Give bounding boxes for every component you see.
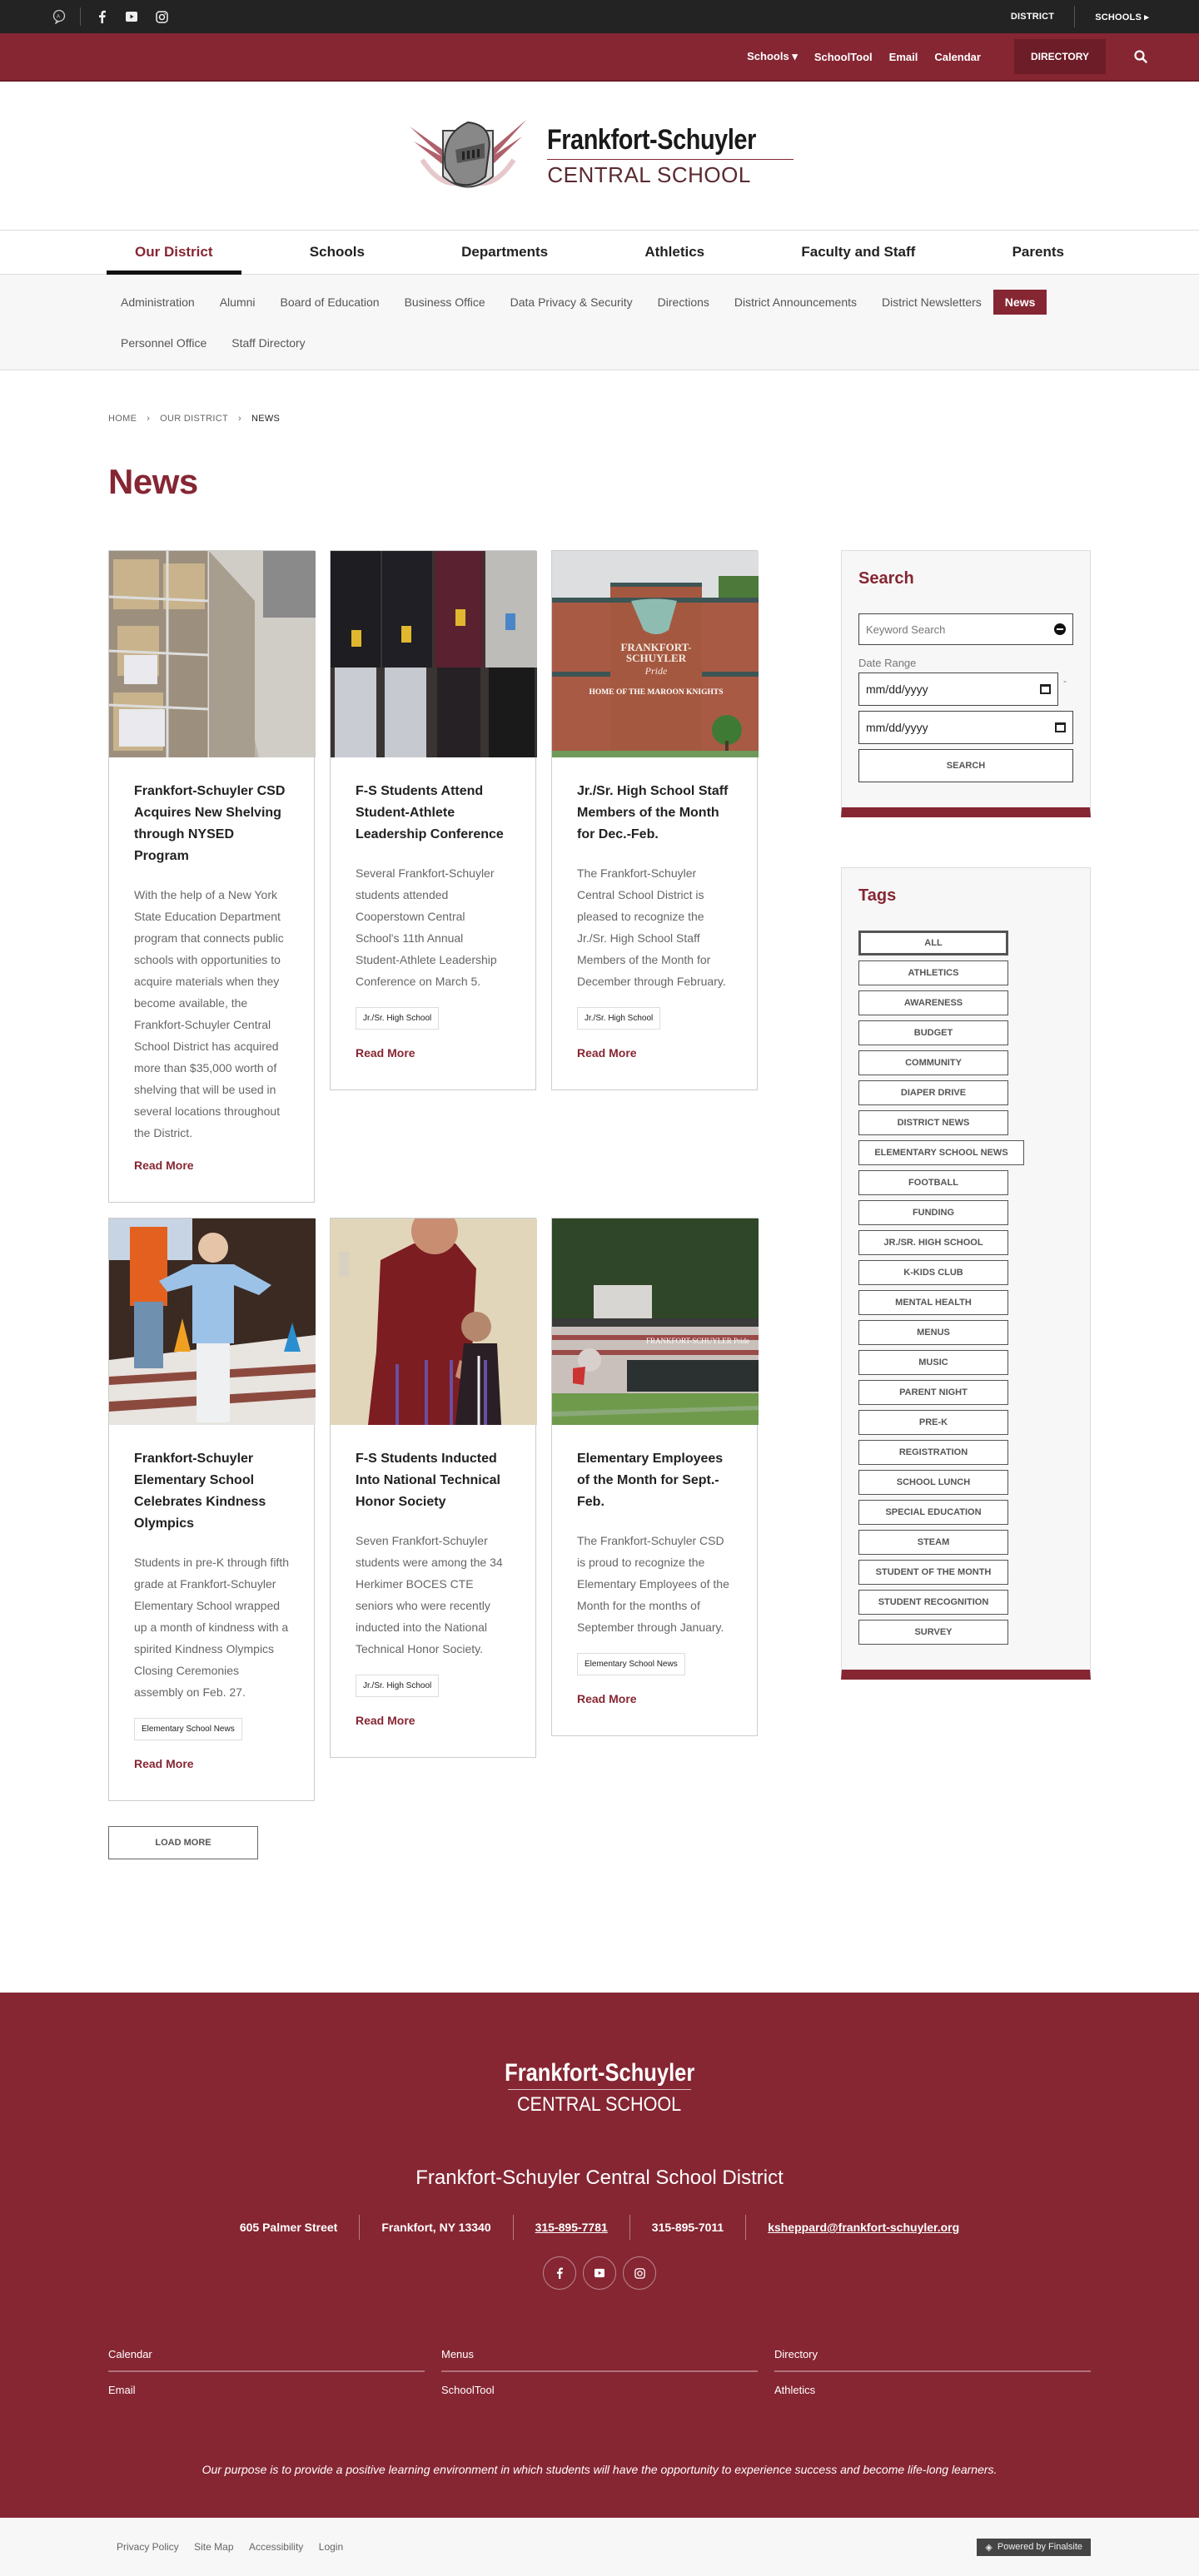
tag-school-lunch[interactable]: SCHOOL LUNCH bbox=[858, 1470, 1008, 1495]
page-title: News bbox=[108, 462, 198, 501]
instagram-icon[interactable] bbox=[623, 2256, 656, 2290]
svg-text:Pride: Pride bbox=[644, 665, 668, 677]
news-tag[interactable]: Elementary School News bbox=[134, 1718, 242, 1740]
subnav-alumni[interactable]: Alumni bbox=[219, 295, 256, 309]
news-title[interactable]: Jr./Sr. High School Staff Members of the Month for Dec.-Feb. bbox=[577, 784, 729, 841]
instagram-icon[interactable] bbox=[152, 7, 171, 26]
breadcrumb-our-district[interactable]: OUR DISTRICT bbox=[160, 414, 228, 424]
news-summary: The Frankfort-Schuyler CSD is proud to recognize the Elementary Employees of the Month for the months of September through January. bbox=[577, 1534, 729, 1634]
utility-bar bbox=[0, 0, 1199, 33]
search-panel-title: Search bbox=[858, 569, 914, 588]
subnav-board-of-education[interactable]: Board of Education bbox=[280, 295, 380, 309]
footer-social bbox=[108, 2256, 1091, 2290]
svg-text:A: A bbox=[57, 14, 61, 20]
footer-purpose-statement: Our purpose is to provide a positive learning environment in which students will have the opportunity to experience success and become life-long learners. bbox=[201, 2463, 998, 2476]
search-button[interactable]: SEARCH bbox=[858, 749, 1073, 782]
news-title[interactable]: F-S Students Attend Student-Athlete Leadership Conference bbox=[356, 784, 504, 841]
nav-parents[interactable]: Parents bbox=[1012, 244, 1064, 260]
tag-awareness[interactable]: AWARENESS bbox=[858, 990, 1008, 1015]
footer-link-athletics[interactable]: Athletics bbox=[774, 2384, 816, 2396]
news-image-shelving[interactable] bbox=[109, 551, 314, 757]
main-content bbox=[0, 502, 1199, 1859]
sub-nav bbox=[0, 275, 1199, 370]
knight-helmet-icon bbox=[405, 110, 530, 201]
keyword-search-placeholder: Keyword Search bbox=[866, 623, 946, 636]
nav-departments[interactable]: Departments bbox=[461, 244, 549, 260]
news-image-kindness-olympics[interactable] bbox=[109, 1219, 314, 1425]
footer-logo-subtitle: CENTRAL SCHOOL bbox=[517, 2093, 682, 2116]
translate-icon[interactable] bbox=[50, 7, 68, 26]
footer-city: Frankfort, NY 13340 bbox=[359, 2215, 512, 2240]
privacy-policy-link[interactable]: Privacy Policy bbox=[117, 2541, 179, 2553]
read-more-link[interactable]: Read More bbox=[577, 1692, 637, 1705]
news-summary: Students in pre-K through fifth grade at Frankfort-Schuyler Elementary School wrapped up a month of kindness with a spirited Kindness Olympics Closing Ceremonies assembly on Feb. 27. bbox=[134, 1556, 289, 1699]
tag-menus[interactable]: MENUS bbox=[858, 1320, 1008, 1345]
tag-student-of-the-month[interactable]: STUDENT OF THE MONTH bbox=[858, 1560, 1008, 1585]
tag-registration[interactable]: REGISTRATION bbox=[858, 1440, 1008, 1465]
calendar-icon[interactable] bbox=[1040, 684, 1051, 694]
facebook-icon[interactable] bbox=[543, 2256, 576, 2290]
sidebar bbox=[841, 550, 1091, 1859]
nav-our-district[interactable]: Our District bbox=[107, 230, 241, 275]
start-date-placeholder: mm/dd/yyyy bbox=[866, 682, 928, 696]
tag-funding[interactable]: FUNDING bbox=[858, 1200, 1008, 1225]
read-more-link[interactable]: Read More bbox=[356, 1046, 415, 1060]
tag-k-kids-club[interactable]: K-KIDS CLUB bbox=[858, 1260, 1008, 1285]
news-card bbox=[108, 1218, 315, 1801]
tag-list bbox=[858, 931, 1073, 1645]
clear-icon[interactable] bbox=[1054, 623, 1066, 635]
quick-links-bar bbox=[0, 33, 1199, 82]
accessibility-link[interactable]: Accessibility bbox=[248, 2541, 304, 2553]
subnav-personnel-office[interactable]: Personnel Office bbox=[121, 336, 207, 350]
breadcrumb bbox=[0, 370, 1199, 424]
footer-link-calendar[interactable]: Calendar bbox=[108, 2340, 425, 2372]
subnav-district-newsletters[interactable]: District Newsletters bbox=[882, 295, 982, 309]
youtube-icon[interactable] bbox=[583, 2256, 616, 2290]
news-title[interactable]: F-S Students Inducted Into National Technical Honor Society bbox=[356, 1452, 500, 1509]
schooltool-link[interactable]: SchoolTool bbox=[813, 50, 873, 63]
load-more-button[interactable]: LOAD MORE bbox=[108, 1826, 258, 1859]
date-range-label: Date Range bbox=[858, 657, 917, 669]
footer-contact bbox=[108, 2215, 1091, 2240]
tag-special-education[interactable]: SPECIAL EDUCATION bbox=[858, 1500, 1008, 1525]
read-more-link[interactable]: Read More bbox=[577, 1046, 637, 1060]
nav-athletics[interactable]: Athletics bbox=[644, 244, 705, 260]
calendar-link[interactable]: Calendar bbox=[934, 50, 981, 63]
chevron-right-icon: › bbox=[238, 414, 241, 424]
news-tag[interactable]: Elementary School News bbox=[577, 1653, 685, 1675]
tag-diaper-drive[interactable]: DIAPER DRIVE bbox=[858, 1080, 1008, 1105]
news-card bbox=[551, 550, 758, 1090]
svg-text:FRANKFORT-: FRANKFORT- bbox=[620, 641, 692, 653]
footer-links bbox=[108, 2340, 1091, 2405]
bottom-bar bbox=[0, 2518, 1199, 2576]
news-summary: Seven Frankfort-Schuyler students were among the 34 Herkimer BOCES CTE seniors who were recently inducted into the National Technical Honor Society. bbox=[356, 1534, 503, 1655]
login-link[interactable]: Login bbox=[318, 2541, 344, 2553]
read-more-link[interactable]: Read More bbox=[134, 1159, 194, 1172]
facebook-icon[interactable] bbox=[92, 7, 111, 26]
subnav-news[interactable]: News bbox=[993, 290, 1047, 315]
subnav-business-office[interactable]: Business Office bbox=[404, 295, 485, 309]
powered-by-badge[interactable] bbox=[977, 2539, 1091, 2556]
search-icon[interactable] bbox=[1132, 48, 1149, 65]
news-title[interactable]: Frankfort-Schuyler CSD Acquires New Shelving through NYSED Program bbox=[134, 784, 286, 863]
tag-elementary-school-news[interactable]: ELEMENTARY SCHOOL NEWS bbox=[858, 1140, 1024, 1165]
finalsite-icon: ◈ bbox=[985, 2542, 993, 2553]
site-map-link[interactable]: Site Map bbox=[194, 2541, 234, 2553]
tag-survey[interactable]: SURVEY bbox=[858, 1620, 1008, 1645]
subnav-district-announcements[interactable]: District Announcements bbox=[734, 295, 857, 309]
news-tag[interactable]: Jr./Sr. High School bbox=[356, 1675, 439, 1697]
news-image-students[interactable] bbox=[331, 551, 535, 757]
search-panel bbox=[841, 550, 1091, 817]
tag-music[interactable]: MUSIC bbox=[858, 1350, 1008, 1375]
tag-jr-sr-high-school[interactable]: JR./SR. HIGH SCHOOL bbox=[858, 1230, 1008, 1255]
news-image-school-sign[interactable] bbox=[552, 551, 757, 757]
divider bbox=[80, 7, 81, 26]
start-date-input[interactable] bbox=[858, 673, 1058, 706]
keyword-search-input[interactable] bbox=[858, 613, 1073, 645]
tags-panel-title: Tags bbox=[858, 886, 897, 905]
footer-logo[interactable] bbox=[488, 2059, 711, 2117]
tag-football[interactable]: FOOTBALL bbox=[858, 1170, 1008, 1195]
news-card bbox=[330, 1218, 536, 1758]
youtube-icon[interactable] bbox=[122, 7, 141, 26]
logo-rule bbox=[547, 159, 793, 160]
news-summary: The Frankfort-Schuyler Central School District is pleased to recognize the Jr./Sr. High School Staff Members of the Month for December through February. bbox=[577, 866, 726, 988]
directory-button[interactable]: DIRECTORY bbox=[1014, 39, 1106, 74]
news-title[interactable]: Frankfort-Schuyler Elementary School Celebrates Kindness Olympics bbox=[134, 1452, 266, 1531]
subnav-directions[interactable]: Directions bbox=[657, 295, 709, 309]
subnav-administration[interactable]: Administration bbox=[121, 295, 195, 309]
logo-subtitle: CENTRAL SCHOOL bbox=[547, 161, 751, 187]
news-tag[interactable]: Jr./Sr. High School bbox=[577, 1007, 660, 1030]
tag-community[interactable]: COMMUNITY bbox=[858, 1050, 1008, 1075]
powered-by-text: Powered by Finalsite bbox=[997, 2542, 1082, 2552]
footer-email-link[interactable]: ksheppard@frankfort-schuyler.org bbox=[745, 2215, 981, 2240]
svg-text:FRANKFORT-SCHUYLER Pride: FRANKFORT-SCHUYLER Pride bbox=[646, 1337, 749, 1345]
news-card bbox=[551, 1218, 758, 1736]
footer-link-email[interactable]: Email bbox=[108, 2384, 136, 2396]
read-more-link[interactable]: Read More bbox=[356, 1714, 415, 1727]
tag-parent-night[interactable]: PARENT NIGHT bbox=[858, 1380, 1008, 1405]
footer-link-schooltool[interactable]: SchoolTool bbox=[441, 2384, 495, 2396]
end-date-placeholder: mm/dd/yyyy bbox=[866, 721, 928, 734]
subnav-data-privacy[interactable]: Data Privacy & Security bbox=[510, 295, 633, 309]
footer-link-directory[interactable]: Directory bbox=[774, 2340, 1091, 2372]
site-footer bbox=[0, 1993, 1199, 2518]
svg-text:SCHUYLER: SCHUYLER bbox=[625, 652, 687, 664]
read-more-link[interactable]: Read More bbox=[134, 1757, 194, 1770]
news-image-honor-society[interactable] bbox=[331, 1219, 535, 1425]
nav-schools[interactable]: Schools bbox=[309, 244, 365, 260]
tag-athletics[interactable]: ATHLETICS bbox=[858, 960, 1008, 985]
tag-district-news[interactable]: DISTRICT NEWS bbox=[858, 1110, 1008, 1135]
news-summary: Several Frankfort-Schuyler students attended Cooperstown Central School's 11th Annual Student-Athlete Leadership Conference on March 5. bbox=[356, 866, 497, 988]
news-grid bbox=[108, 550, 758, 1801]
footer-district-name: Frankfort-Schuyler Central School District bbox=[415, 2167, 784, 2189]
site-logo[interactable] bbox=[405, 110, 793, 201]
tag-mental-health[interactable]: MENTAL HEALTH bbox=[858, 1290, 1008, 1315]
schools-link[interactable]: SCHOOLS ▸ bbox=[1095, 12, 1149, 22]
chevron-right-icon: › bbox=[147, 414, 151, 424]
tag-all[interactable]: ALL bbox=[858, 931, 1008, 955]
calendar-icon[interactable] bbox=[1055, 722, 1066, 732]
breadcrumb-current: NEWS bbox=[251, 414, 281, 424]
subnav-staff-directory[interactable]: Staff Directory bbox=[231, 336, 306, 350]
email-link[interactable]: Email bbox=[888, 50, 918, 63]
news-title[interactable]: Elementary Employees of the Month for Sept.-Feb. bbox=[577, 1452, 724, 1509]
footer-logo-title: Frankfort-Schuyler bbox=[504, 2059, 695, 2087]
logo-title: Frankfort-Schuyler bbox=[547, 123, 757, 156]
nav-faculty-and-staff[interactable]: Faculty and Staff bbox=[801, 244, 916, 260]
divider bbox=[1074, 6, 1075, 27]
district-link[interactable]: DISTRICT bbox=[1010, 12, 1055, 22]
footer-link-menus[interactable]: Menus bbox=[441, 2340, 758, 2372]
news-card bbox=[108, 550, 315, 1203]
news-card bbox=[330, 550, 536, 1090]
site-header bbox=[0, 82, 1199, 230]
footer-logo-rule bbox=[508, 2089, 691, 2090]
footer-fax: 315-895-7011 bbox=[629, 2215, 745, 2240]
date-range-dash: - bbox=[1063, 675, 1067, 687]
end-date-input[interactable] bbox=[858, 711, 1073, 744]
tag-pre-k[interactable]: PRE-K bbox=[858, 1410, 1008, 1435]
tag-steam[interactable]: STEAM bbox=[858, 1530, 1008, 1555]
main-nav bbox=[0, 230, 1199, 275]
tag-budget[interactable]: BUDGET bbox=[858, 1020, 1008, 1045]
footer-address: 605 Palmer Street bbox=[239, 2221, 338, 2234]
news-tag[interactable]: Jr./Sr. High School bbox=[356, 1007, 439, 1030]
news-image-elementary-building[interactable] bbox=[552, 1219, 757, 1425]
schools-dropdown[interactable]: Schools ▾ bbox=[747, 50, 798, 62]
news-summary: With the help of a New York State Education Department program that connects public schools with opportunities to acquire materials when they become available, the Frankfort-Schuyler Central School District has acquired more than $35,000 worth of shelving that will be used in several locations throughout the District. bbox=[134, 888, 284, 1139]
tags-panel bbox=[841, 867, 1091, 1680]
svg-text:HOME OF THE MAROON KNIGHTS: HOME OF THE MAROON KNIGHTS bbox=[589, 688, 724, 697]
breadcrumb-home[interactable]: HOME bbox=[108, 414, 137, 424]
tag-student-recognition[interactable]: STUDENT RECOGNITION bbox=[858, 1590, 1008, 1615]
footer-phone-link[interactable]: 315-895-7781 bbox=[513, 2215, 629, 2240]
